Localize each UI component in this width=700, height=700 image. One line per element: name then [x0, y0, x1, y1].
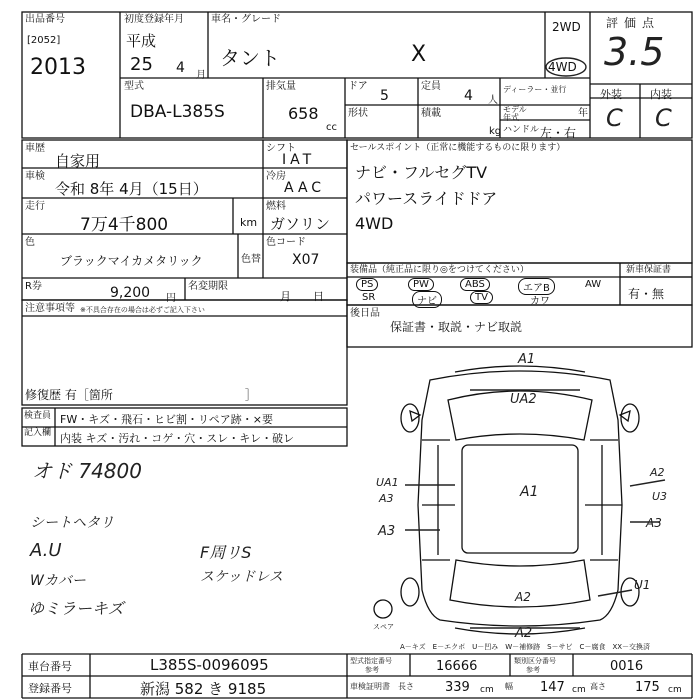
cc-unit: cc: [326, 122, 337, 133]
car-name: タント: [220, 46, 280, 70]
sales-point-3: 4WD: [355, 214, 394, 233]
color-code-label: 色コード: [266, 237, 306, 248]
equip-sr: SR: [362, 292, 376, 303]
equip-leather: カワ: [530, 296, 550, 307]
mark-right-door: U3: [652, 490, 668, 503]
score-label: 評価点: [606, 16, 661, 30]
dims-label: 車検証明書: [350, 682, 390, 691]
mark-right-front: A2: [650, 466, 665, 479]
handwritten-mirror: ゆミラーキズ: [28, 599, 124, 618]
exterior-grade: C: [606, 104, 623, 132]
model: DBA-L385S: [130, 102, 225, 122]
diagram-legend: A－キズ E－エクボ U－凹み W－補修跡 S－サビ C－腐食 XX－交換済: [400, 643, 651, 651]
sales-point-2: パワースライドドア: [355, 189, 498, 208]
mark-left-door-1: UA1: [376, 476, 399, 489]
class-label: 類別区分番号: [514, 657, 556, 665]
type-cert-sub: 参考: [365, 666, 379, 674]
spare-label: スペア: [373, 623, 394, 631]
chassis-label: 車台番号: [28, 660, 72, 673]
seats: 4: [464, 88, 473, 104]
fuel-label: 燃料: [266, 201, 286, 212]
era-year: 25: [130, 54, 153, 75]
month: 4: [176, 60, 185, 76]
shift-label: シフト: [266, 143, 296, 154]
inspector-row-2: 内装 キズ・汚れ・コゲ・穴・スレ・キレ・破レ: [60, 432, 295, 445]
equip-abs: ABS: [460, 278, 490, 291]
handwritten-odo: オド 74800: [32, 459, 142, 483]
notes-text: 保証書・取説・ナビ取説: [390, 320, 523, 334]
mark-rear-bumper: A2: [515, 626, 533, 641]
mark-left-rear: A3: [378, 524, 396, 539]
sales-points-label: セールスポイント（正常に機能するものに限ります）: [350, 143, 566, 153]
height-unit: cm: [668, 685, 682, 695]
color-label: 色: [25, 237, 35, 248]
width-unit: cm: [572, 685, 586, 695]
handwritten-au: A.U: [30, 540, 62, 561]
equip-ps: PS: [356, 278, 378, 291]
year-unit: 年: [578, 108, 588, 119]
notes-label: 後日品: [350, 308, 380, 319]
mark-roof: A1: [520, 484, 539, 500]
equip-navi: ナビ: [412, 291, 442, 308]
inspector-row-1: FW・キズ・飛石・ヒビ割・リペア跡・×要: [60, 413, 273, 426]
dealer-label: ディーラー・並行: [503, 85, 567, 94]
mark-tailgate: A2: [515, 590, 531, 604]
remarks-label: 注意事項等: [25, 303, 75, 314]
usage: 自家用: [55, 152, 101, 170]
mark-right-rear: U1: [634, 578, 651, 592]
yen-unit: 円: [166, 293, 176, 304]
car-diagram: [374, 366, 639, 634]
width: 147: [540, 680, 565, 695]
score: 3.5: [604, 30, 665, 74]
usage-label: 車歴: [25, 143, 45, 154]
displacement-label: 排気量: [266, 81, 296, 92]
handwritten-seat: シートヘタリ: [30, 515, 114, 531]
new-warranty-label: 新車保証書: [626, 265, 672, 275]
shift: IAT: [282, 152, 316, 168]
repair-history: 修復歴 有［箇所 ］: [25, 388, 257, 402]
displacement: 658: [288, 104, 319, 123]
door-label: ドア: [348, 81, 368, 92]
handle-value: 左・右: [540, 126, 577, 140]
sales-point-1: ナビ・フルセグTV: [355, 163, 488, 182]
equip-airbag: エアB: [518, 278, 555, 295]
color-code: X07: [292, 252, 320, 268]
mileage-label: 走行: [25, 201, 45, 212]
mark-right-rear-door: A3: [646, 516, 662, 530]
class-sub: 参考: [526, 666, 540, 674]
handwritten-front: F周リS: [200, 543, 252, 562]
lot-no: [2052]: [27, 35, 61, 46]
inspection-label: 車検: [25, 171, 45, 182]
grade: X: [411, 42, 427, 67]
inspector-label-1: 検査員: [24, 411, 52, 421]
first-reg-label: 初度登録年月: [124, 14, 184, 25]
color: ブラックマイカメタリック: [60, 254, 203, 268]
height-label: 高さ: [590, 682, 606, 691]
load-label: 積載: [421, 108, 441, 119]
length-label: 長さ: [398, 682, 414, 691]
recycle-label: R券: [25, 281, 42, 292]
name-change-value: 月 日: [280, 290, 324, 303]
name-label: 車名・グレード: [211, 14, 281, 25]
class-no: 0016: [610, 659, 644, 674]
model-label: 型式: [124, 81, 144, 92]
handwritten-studless: スケッドレス: [200, 569, 283, 585]
mileage: 7万4千800: [80, 215, 169, 235]
mark-front-bumper: A1: [518, 352, 536, 367]
equip-pw: PW: [408, 278, 434, 291]
seats-unit: 人: [488, 95, 498, 106]
model-year-label: モデル 年式: [503, 105, 527, 122]
seats-label: 定員: [421, 81, 441, 92]
equip-tv: TV: [470, 291, 493, 304]
mark-bonnet: UA2: [510, 392, 537, 407]
type-cert: 16666: [436, 659, 478, 674]
km-unit: km: [240, 216, 258, 229]
height: 175: [635, 680, 660, 695]
shape-label: 形状: [348, 108, 368, 119]
repaint-label: 色替: [241, 254, 261, 265]
drive-2wd: 2WD: [552, 20, 581, 34]
mark-left-door-2: A3: [379, 492, 394, 505]
width-label: 幅: [505, 682, 513, 691]
doors: 5: [380, 88, 389, 104]
year: 2013: [30, 55, 86, 80]
equipment-label: 装備品（純正品に限り◎をつけてください）: [350, 265, 529, 275]
month-unit: 月: [196, 70, 206, 81]
plate-no: 新潟 582 き 9185: [140, 680, 267, 698]
exterior-label: 外装: [600, 88, 622, 101]
kg-unit: kg: [489, 126, 502, 137]
plate-label: 登録番号: [28, 682, 72, 695]
name-change-label: 名変期限: [188, 281, 228, 292]
interior-label: 内装: [650, 88, 672, 101]
handle-label: ハンドル: [503, 125, 540, 135]
chassis-no: L385S-0096095: [150, 656, 269, 674]
interior-grade: C: [655, 104, 672, 132]
era: 平成: [126, 32, 157, 50]
remarks-sub: ※不具合存在の場合は必ずご記入下さい: [80, 306, 205, 314]
ac: AAC: [284, 180, 326, 196]
new-warranty: 有・無: [628, 287, 665, 301]
recycle-fee: 9,200: [110, 285, 151, 301]
inspector-label-2: 記入欄: [24, 428, 52, 438]
equip-aw: AW: [585, 279, 602, 290]
length: 339: [445, 680, 470, 695]
fuel: ガソリン: [270, 215, 331, 233]
inspection: 令和 8年 4月（15日）: [55, 180, 208, 198]
length-unit: cm: [480, 685, 494, 695]
lot-no-label: 出品番号: [25, 14, 65, 25]
drive-4wd: 4WD: [548, 60, 577, 74]
ac-label: 冷房: [266, 171, 286, 182]
handwritten-wcover: Wカバー: [30, 573, 86, 589]
type-cert-label: 型式指定番号: [350, 657, 392, 665]
